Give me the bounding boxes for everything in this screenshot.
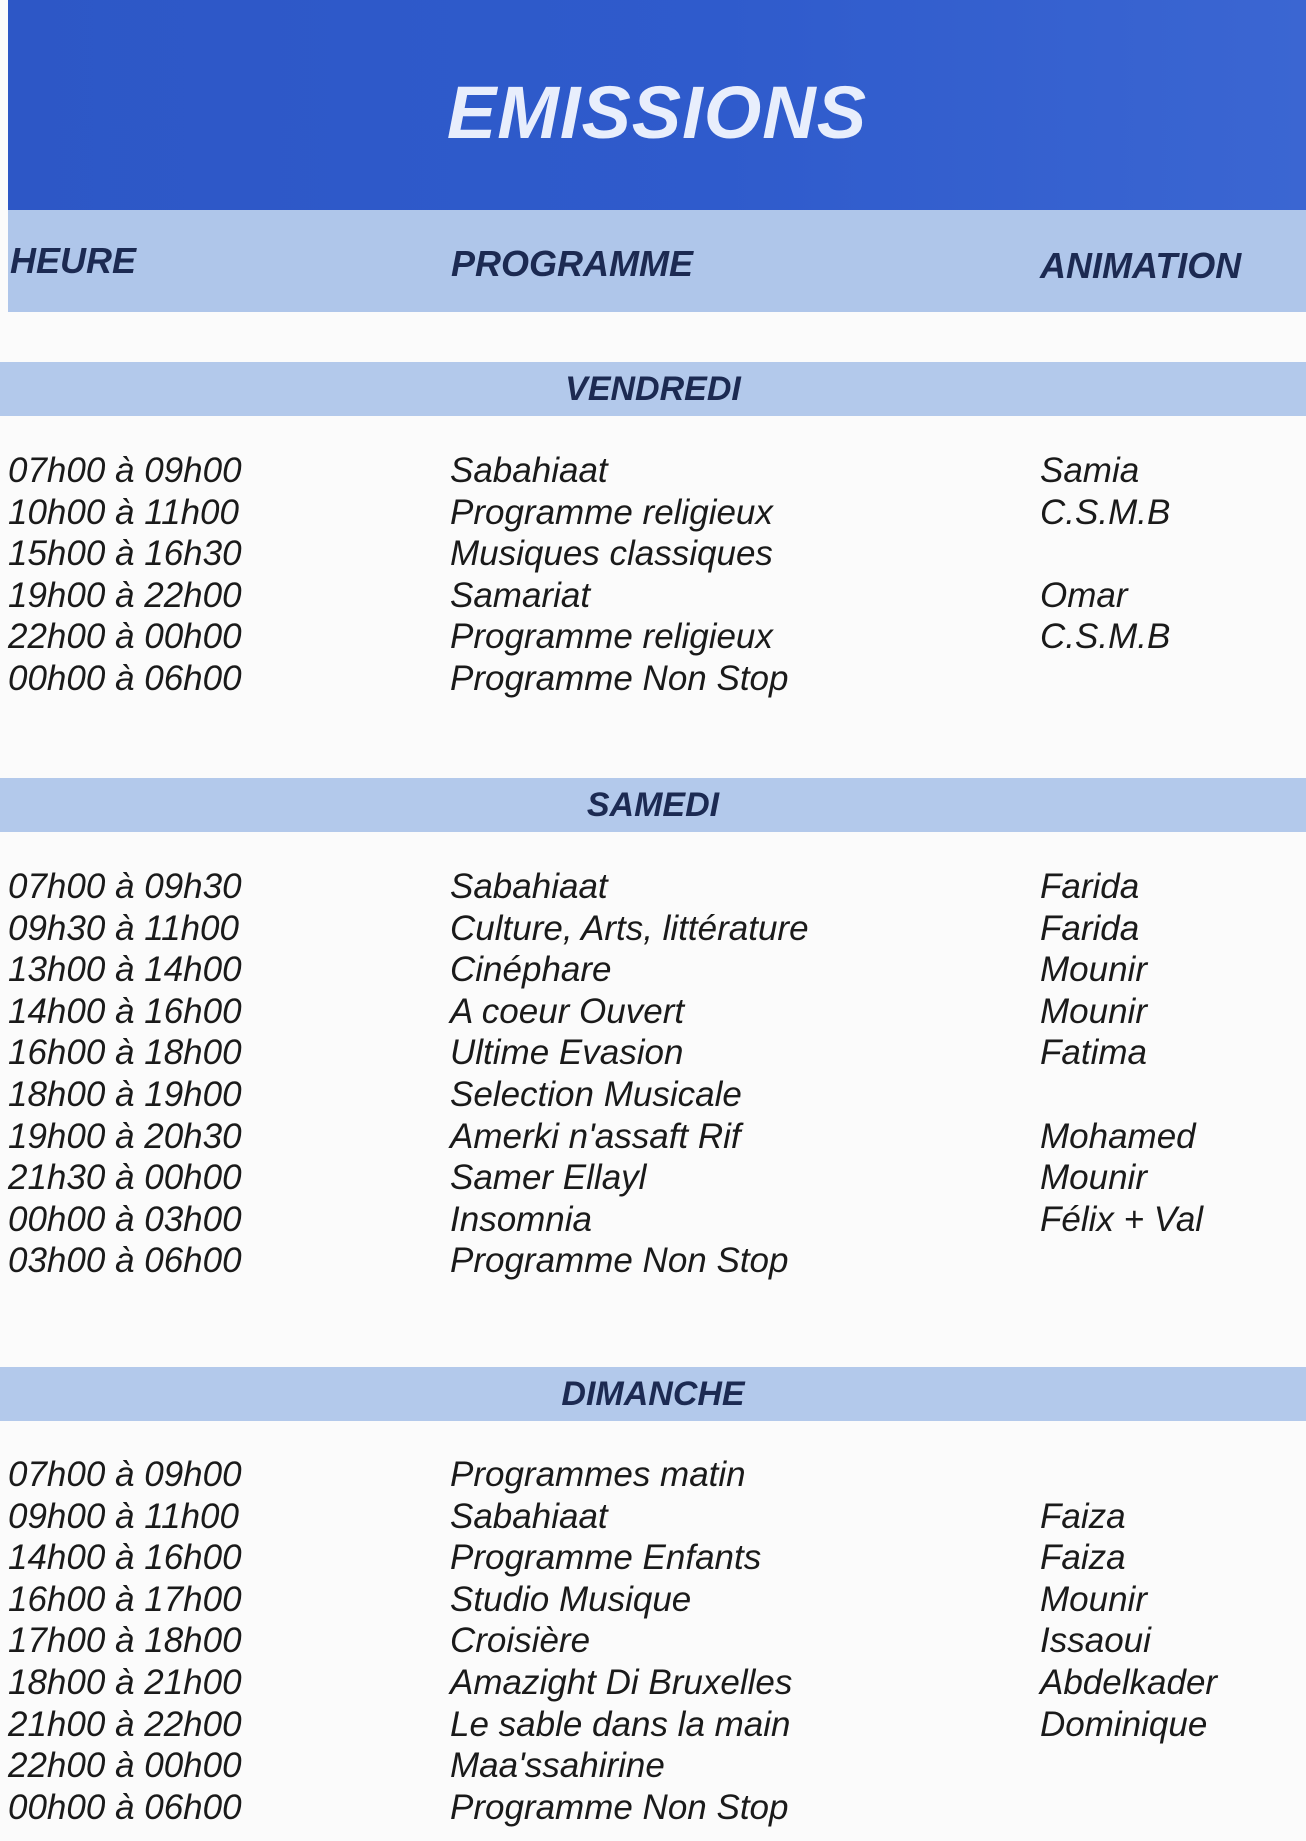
host-cell: Farida — [1040, 867, 1140, 906]
host-cell: C.S.M.B — [1040, 492, 1171, 532]
schedule-row — [0, 950, 1306, 992]
program-cell: Programme Non Stop — [450, 1241, 789, 1281]
program-cell: Cinéphare — [450, 950, 612, 990]
schedule-row — [0, 534, 1306, 576]
time-cell: 09h30 à 11h00 — [8, 908, 239, 948]
program-cell: Programme religieux — [450, 617, 773, 657]
time-cell: 19h00 à 20h30 — [8, 1116, 242, 1156]
time-cell: 07h00 à 09h30 — [8, 867, 242, 906]
schedule-row — [0, 493, 1306, 535]
time-cell: 14h00 à 16h00 — [8, 1538, 242, 1578]
schedule-row — [0, 1621, 1306, 1663]
time-cell: 10h00 à 11h00 — [8, 492, 239, 532]
schedule-vendredi — [0, 451, 1306, 701]
program-cell: Maa'ssahirine — [450, 1746, 665, 1786]
time-cell: 17h00 à 18h00 — [8, 1621, 242, 1661]
program-cell: Programme Non Stop — [450, 658, 789, 698]
schedule-row — [0, 1241, 1306, 1283]
time-cell: 14h00 à 16h00 — [8, 991, 242, 1031]
column-header-band — [8, 210, 1306, 312]
time-cell: 00h00 à 06h00 — [8, 658, 242, 698]
schedule-row — [0, 1746, 1306, 1788]
time-cell: 07h00 à 09h00 — [8, 451, 242, 490]
program-cell: Programme Enfants — [450, 1538, 762, 1578]
program-cell: Croisière — [450, 1621, 591, 1661]
time-cell: 16h00 à 17h00 — [8, 1579, 242, 1619]
time-cell: 00h00 à 03h00 — [8, 1199, 242, 1239]
program-cell: Programmes matin — [450, 1455, 746, 1494]
program-cell: Sabahiaat — [450, 1496, 608, 1536]
title-banner — [8, 0, 1306, 210]
column-programme: PROGRAMME — [451, 243, 693, 284]
host-cell: Omar — [1040, 575, 1128, 615]
program-cell: Musiques classiques — [450, 534, 773, 574]
time-cell: 00h00 à 06h00 — [8, 1787, 242, 1827]
program-cell: Samer Ellayl — [450, 1158, 647, 1198]
schedule-row — [0, 617, 1306, 659]
schedule-row — [0, 1033, 1306, 1075]
day-band-dimanche — [0, 1367, 1306, 1421]
schedule-row — [0, 1705, 1306, 1747]
time-cell: 22h00 à 00h00 — [8, 1746, 242, 1786]
schedule-row — [0, 867, 1306, 909]
schedule-row — [0, 1158, 1306, 1200]
host-cell: Mounir — [1040, 991, 1147, 1031]
schedule-row — [0, 1788, 1306, 1830]
program-cell: Amerki n'assaft Rif — [450, 1116, 741, 1156]
host-cell: Dominique — [1040, 1704, 1208, 1744]
time-cell: 07h00 à 09h00 — [8, 1455, 242, 1494]
program-cell: Studio Musique — [450, 1579, 692, 1619]
day-band-samedi — [0, 778, 1306, 832]
schedule-row — [0, 1117, 1306, 1159]
time-cell: 18h00 à 21h00 — [8, 1662, 242, 1702]
host-cell: Mounir — [1040, 1158, 1147, 1198]
schedule-row — [0, 576, 1306, 618]
program-cell: Le sable dans la main — [450, 1704, 791, 1744]
program-cell: Ultime Evasion — [450, 1033, 684, 1073]
schedule-row — [0, 1538, 1306, 1580]
schedule-row — [0, 451, 1306, 493]
schedule-row — [0, 1075, 1306, 1117]
day-label: DIMANCHE — [561, 1375, 745, 1413]
schedule-row — [0, 1497, 1306, 1539]
schedule-row — [0, 909, 1306, 951]
host-cell: Mounir — [1040, 1579, 1147, 1619]
program-cell: Culture, Arts, littérature — [450, 908, 809, 948]
time-cell: 13h00 à 14h00 — [8, 950, 242, 990]
program-cell: Sabahiaat — [450, 451, 608, 490]
schedule-row — [0, 1663, 1306, 1705]
host-cell: Abdelkader — [1040, 1662, 1218, 1702]
time-cell: 16h00 à 18h00 — [8, 1033, 242, 1073]
host-cell: Farida — [1040, 908, 1140, 948]
time-cell: 15h00 à 16h30 — [8, 534, 242, 574]
schedule-row — [0, 659, 1306, 701]
column-animation: ANIMATION — [1040, 245, 1242, 286]
host-cell: Mounir — [1040, 950, 1147, 990]
page-title: EMISSIONS — [446, 71, 868, 154]
program-cell: Sabahiaat — [450, 867, 608, 906]
host-cell: Fatima — [1040, 1033, 1147, 1073]
host-cell: Faiza — [1040, 1496, 1126, 1536]
host-cell: Félix + Val — [1040, 1199, 1204, 1239]
program-cell: Selection Musicale — [450, 1074, 742, 1114]
program-cell: Samariat — [450, 575, 591, 615]
schedule-dimanche — [0, 1455, 1306, 1829]
host-cell: Mohamed — [1040, 1116, 1196, 1156]
schedule-row — [0, 1455, 1306, 1497]
day-label: VENDREDI — [565, 370, 741, 408]
time-cell: 18h00 à 19h00 — [8, 1074, 242, 1114]
day-band-vendredi — [0, 362, 1306, 416]
time-cell: 19h00 à 22h00 — [8, 575, 242, 615]
host-cell: Issaoui — [1040, 1621, 1151, 1661]
time-cell: 22h00 à 00h00 — [8, 617, 242, 657]
program-cell: Amazight Di Bruxelles — [450, 1662, 793, 1702]
program-cell: Insomnia — [450, 1199, 593, 1239]
schedule-samedi — [0, 867, 1306, 1283]
host-cell: Samia — [1040, 451, 1140, 490]
time-cell: 09h00 à 11h00 — [8, 1496, 239, 1536]
schedule-row — [0, 992, 1306, 1034]
schedule-row — [0, 1580, 1306, 1622]
host-cell: Faiza — [1040, 1538, 1126, 1578]
time-cell: 03h00 à 06h00 — [8, 1241, 242, 1281]
host-cell: C.S.M.B — [1040, 617, 1171, 657]
program-cell: Programme religieux — [450, 492, 773, 532]
time-cell: 21h30 à 00h00 — [8, 1158, 242, 1198]
schedule-row — [0, 1200, 1306, 1242]
column-heure: HEURE — [10, 240, 137, 281]
day-label: SAMEDI — [586, 786, 720, 824]
program-cell: A coeur Ouvert — [450, 991, 685, 1031]
time-cell: 21h00 à 22h00 — [8, 1704, 242, 1744]
program-cell: Programme Non Stop — [450, 1787, 789, 1827]
